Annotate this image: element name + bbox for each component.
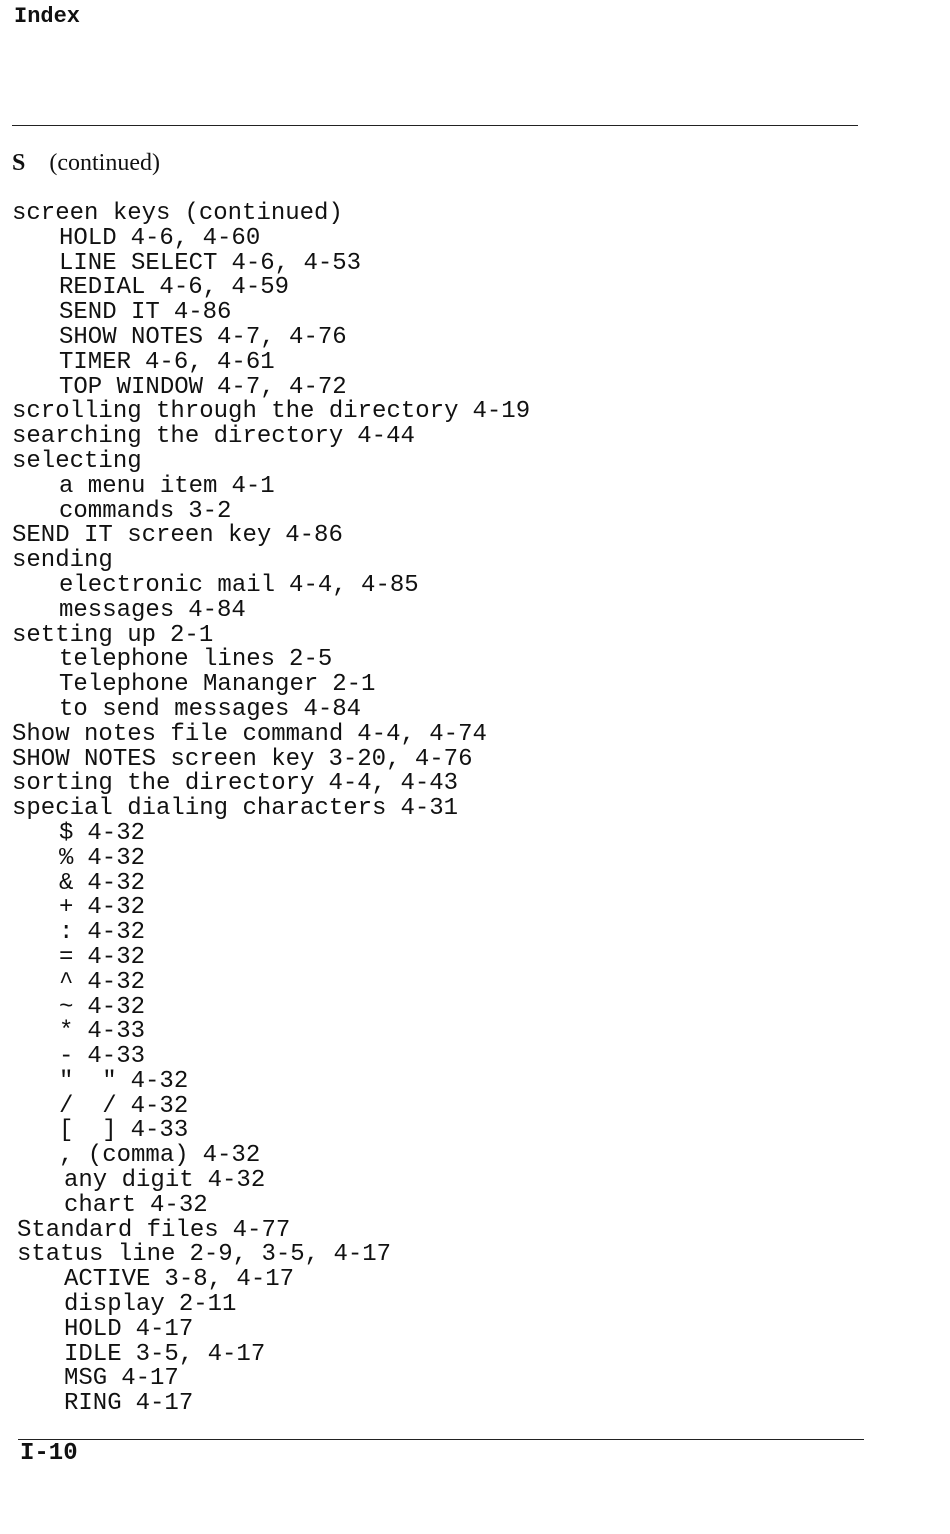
index-subentry (12, 373, 912, 401)
index-subentry (12, 648, 912, 673)
index-subentry (12, 1315, 912, 1343)
index-page-refs: 4-1 (231, 472, 275, 500)
index-page-refs: 4-17 (121, 1365, 179, 1393)
section-letter: S (12, 150, 26, 176)
index-term: MSG (64, 1365, 108, 1393)
index-page-refs: 4-32 (87, 968, 146, 996)
index-subentry (12, 695, 912, 723)
index-term: ^ (59, 968, 74, 996)
index-page-refs: 3-5, 4-17 (135, 1340, 266, 1368)
index-page-refs: 4-6, 4-53 (231, 249, 362, 277)
index-page-refs: 4-7, 4-72 (217, 373, 347, 401)
index-entry (12, 1243, 912, 1268)
index-page-refs: 4-32 (87, 844, 146, 872)
running-header-title: Index (14, 4, 81, 29)
index-page-refs: 4-4, 4-43 (328, 770, 459, 798)
index-page-refs: 4-86 (173, 299, 232, 327)
index-term: to send messages (59, 695, 290, 723)
index-term: SHOW NOTES (59, 323, 204, 351)
index-subentry (12, 301, 912, 326)
index-entry (12, 524, 912, 549)
index-term: TIMER (59, 348, 132, 376)
index-term: telephone lines (59, 646, 276, 674)
index-subentry (12, 1092, 912, 1120)
index-subentry (12, 472, 912, 500)
index-entry (12, 772, 912, 797)
index-term: any digit (64, 1167, 194, 1195)
page-number: I-10 (20, 1440, 78, 1467)
index-page-refs: 2-11 (178, 1291, 237, 1319)
index-entry (12, 549, 912, 574)
index-page-refs: 4-86 (285, 522, 343, 550)
index-subentry (12, 869, 912, 897)
index-subentry (12, 276, 912, 301)
index-page-refs: 4-32 (130, 1092, 189, 1120)
index-entry (12, 745, 912, 773)
index-page-refs: 4-32 (150, 1191, 208, 1219)
index-term: = (59, 943, 74, 971)
index-entry (12, 425, 912, 450)
index-page-refs: 4-84 (188, 596, 246, 624)
index-term: LINE SELECT (59, 249, 218, 277)
index-term: IDLE (64, 1340, 122, 1368)
index-term: REDIAL (59, 274, 146, 302)
footer-rule (18, 1439, 864, 1440)
index-term: screen keys (12, 200, 171, 227)
index-subentry (12, 1367, 912, 1392)
index-page-refs: 4-33 (87, 1043, 146, 1071)
index-term: , (comma) (59, 1142, 189, 1170)
section-heading (12, 150, 160, 177)
index-subentry (12, 1020, 912, 1045)
index-subentry (12, 896, 912, 921)
index-page-refs: 4-77 (232, 1216, 291, 1244)
index-page-refs: 4-33 (87, 1018, 146, 1046)
index-term: sending (12, 547, 113, 575)
index-entry (12, 447, 912, 475)
index-term: HOLD (59, 224, 117, 252)
index-term: + (59, 894, 74, 922)
index-term: - (59, 1043, 74, 1071)
index-page-refs: 4-44 (357, 423, 415, 451)
index-page-refs: 4-33 (130, 1117, 189, 1145)
index-page-refs: 3-8, 4-17 (164, 1266, 295, 1294)
index-subentry (12, 348, 912, 376)
index-subentry (12, 1144, 912, 1169)
index-term: a menu item (59, 472, 218, 500)
index-subentry (12, 819, 912, 847)
index-term: searching the directory (12, 423, 344, 451)
index-subentry (12, 943, 912, 971)
index-page-refs: 4-4, 4-74 (357, 720, 487, 748)
index-subentry (12, 1392, 912, 1417)
index-page-refs: 4-32 (130, 1067, 189, 1095)
header-rule (12, 125, 858, 126)
index-term: ~ (59, 993, 74, 1021)
index-subentry (12, 1268, 912, 1293)
index-page-refs: 4-84 (303, 695, 362, 723)
index-page-refs: 4-32 (87, 894, 146, 922)
index-page-refs: (continued) (184, 200, 343, 227)
index-page-refs: 4-32 (87, 869, 146, 897)
index-subentry (12, 921, 912, 946)
index-term: * (59, 1018, 74, 1046)
index-page-refs: 4-6, 4-60 (130, 224, 261, 252)
index-entry (12, 621, 912, 649)
index-subentry (12, 1119, 912, 1144)
index-page-refs: 3-20, 4-76 (328, 745, 473, 773)
index-entry (12, 202, 912, 227)
index-subentry (12, 497, 912, 525)
section-continued-note: (continued) (49, 150, 160, 176)
index-term: HOLD (64, 1315, 122, 1343)
index-entry-list (12, 202, 912, 1417)
index-subentry (12, 1169, 912, 1194)
index-term: commands (59, 497, 175, 525)
index-subentry (12, 1293, 912, 1318)
index-subentry (12, 224, 912, 252)
index-term: Standard files (17, 1216, 219, 1244)
index-term: scrolling through the directory (12, 398, 459, 426)
index-page-refs: 4-19 (472, 398, 531, 426)
index-term: display (64, 1291, 165, 1319)
index-term: messages (59, 596, 175, 624)
index-subentry (12, 1340, 912, 1368)
index-entry (12, 400, 912, 425)
index-page-refs: 4-32 (87, 919, 146, 947)
index-page-refs: 4-17 (135, 1315, 194, 1343)
index-term: chart (64, 1191, 137, 1219)
index-term: Telephone Mananger (59, 671, 319, 699)
index-page-refs: 2-9, 3-5, 4-17 (189, 1241, 392, 1269)
index-page-refs: 2-1 (170, 621, 214, 649)
index-term: electronic mail (59, 571, 276, 599)
index-page-refs: 4-6, 4-59 (159, 274, 290, 302)
index-term: / / (59, 1092, 117, 1120)
index-page-refs: 4-6, 4-61 (145, 348, 275, 376)
index-term: $ (59, 819, 74, 847)
index-subentry (12, 844, 912, 872)
index-term: % (59, 844, 74, 872)
index-term: SHOW NOTES screen key (12, 745, 315, 773)
index-page-refs: 4-32 (207, 1167, 266, 1195)
index-page-refs: 3-2 (188, 497, 232, 525)
index-term: RING (64, 1390, 122, 1418)
index-term: [ ] (59, 1117, 117, 1145)
index-entry (12, 797, 912, 822)
index-subentry (12, 968, 912, 996)
index-page-refs: 2-5 (289, 646, 333, 674)
index-subentry (12, 1191, 912, 1219)
index-subentry (12, 323, 912, 351)
index-subentry (12, 673, 912, 698)
index-page-refs: 4-32 (87, 993, 146, 1021)
index-term: " " (59, 1067, 117, 1095)
index-page-refs: 2-1 (332, 671, 376, 699)
index-subentry (12, 1045, 912, 1070)
index-term: special dialing characters (12, 795, 387, 823)
index-subentry (12, 1067, 912, 1095)
index-term: TOP WINDOW (59, 373, 204, 401)
index-page-refs: 4-4, 4-85 (289, 571, 419, 599)
index-page-refs: 4-7, 4-76 (217, 323, 347, 351)
index-term: SEND IT (59, 299, 160, 327)
index-page-refs: 4-32 (202, 1142, 261, 1170)
index-subentry (12, 571, 912, 599)
index-term: status line (17, 1241, 176, 1269)
index-page-refs: 4-17 (135, 1390, 194, 1418)
index-term: SEND IT screen key (12, 522, 272, 550)
index-term: setting up (12, 621, 157, 649)
index-term: & (59, 869, 74, 897)
index-term: sorting the directory (12, 770, 315, 798)
index-subentry (12, 249, 912, 277)
index-entry (12, 1216, 912, 1244)
index-page-refs: 4-31 (400, 795, 459, 823)
index-page-refs: 4-32 (87, 943, 146, 971)
index-term: : (59, 919, 74, 947)
index-subentry (12, 993, 912, 1021)
index-subentry (12, 596, 912, 624)
index-term: Show notes file command (12, 720, 344, 748)
index-entry (12, 720, 912, 748)
index-page-refs: 4-32 (87, 819, 146, 847)
index-term: ACTIVE (64, 1266, 151, 1294)
index-term: selecting (12, 447, 142, 475)
